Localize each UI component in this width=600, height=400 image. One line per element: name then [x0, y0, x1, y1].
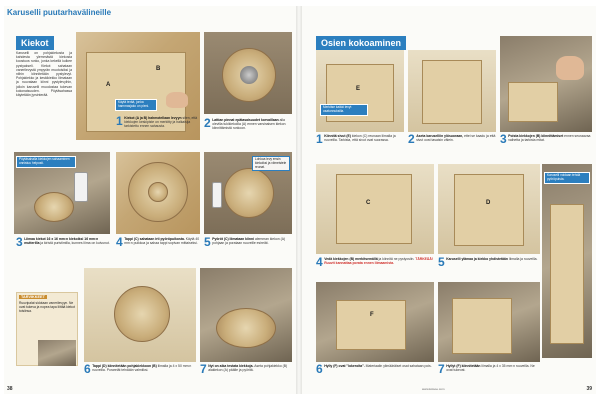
- r-step-5: 5 Karuselli ylämaa ja kiekko yhdistetään liimalla ja ruuveilla.: [438, 255, 538, 269]
- sawing-panel: [336, 300, 406, 350]
- running-head: Karuselli puutarhavälineille: [7, 8, 112, 17]
- r-step-3: 3 Poista kiekkojen (B) kiinnittämiset ennen seuraavaa vaihetta ja tarkista mitat.: [500, 132, 591, 146]
- callout-blade: Käytä terää, jonka hammasjako on pieni.: [115, 99, 157, 111]
- peg: [148, 182, 168, 202]
- part-letter-d: D: [486, 200, 491, 206]
- panel-assembly: [422, 60, 482, 124]
- r-step-6: 6 Hylly (F) ovat "lokeroita". Materiaalin ylimääräiset osat sahataan pois.: [316, 362, 432, 376]
- r-step-2: 2 Aseta karuselliin ylösuoraan, ettei se kaadu ja että sivut ovat tasaisin välein.: [408, 132, 496, 146]
- step-7: 7 Nyt on aika testata kiekkoja. Aseta pohjakiekko (B) alakiekon (A) päälle ja pyöritä.: [200, 362, 288, 376]
- part-letter-c: C: [366, 200, 371, 206]
- section-title-kiekot: Kiekot: [16, 36, 54, 50]
- r-step-7: 7 Hyllyt (F) kiinnitetään liimalla ja 4 x 35 mm:n ruuveilla. Ne ovat tukevat.: [438, 362, 535, 376]
- photo-step-2: [204, 32, 292, 114]
- photo-step-6: [84, 268, 196, 362]
- callout-mark: Merkitse kaikki levyt osatunnuksilla.: [320, 104, 368, 116]
- part-letter-f: F: [370, 312, 374, 318]
- r-step-1: 1 Kiinnitä sivut (E) kiekon (C) reunaan liimalla ja ruuveilla. Tarkista, että sivut ovat suorassa.: [316, 132, 396, 146]
- step-4: 4 Tappi (C) sahataan irti pyöröpuikosta. Käytä 40 mm:n puikkoa ja sahaa tappi sopivan mittaiseksi.: [116, 235, 200, 249]
- router-bit: [240, 66, 258, 84]
- left-page: [4, 6, 296, 394]
- worker: [556, 56, 584, 80]
- footer-url: www.kotsoe.com: [422, 387, 445, 391]
- section-title-kokoaminen: Osien kokoaminen: [316, 36, 406, 50]
- base-disc: [224, 168, 274, 218]
- page-number-left: 38: [7, 386, 13, 392]
- intro-text: Karuselli on pohjakiekosta ja kahdesta ylemmästä kiekosta koostuva runko, jonka kekellä kulkee pystyakseli. Kiekot sahataan vanerilevystä ympyrän muotoisiksi ja niihin kiinnitetään pystylevyt. Pohjakiekko ja keskikiekko liimataan ja ruuvataan kiinni pystylevyihin, jolloin karuselli muodostaa tukevan kokonaisuuden. Pöytäsahassa käytetään jyrsinterää.: [16, 51, 72, 98]
- part-letter-b: B: [156, 66, 161, 72]
- corner-shelf: [454, 174, 524, 246]
- photo-finished-carousel: [542, 164, 592, 358]
- step-3: 3 Liimaa kiekot 16 x 16 mm:n kiekoiksi 16 mm:n mutterilla ja kiristä puristimilla, kunnes liima on kuivunut.: [16, 235, 110, 249]
- warning-text: TÄRKEÄÄ! Ruuvit kannattaa porata ennen liimaamista.: [324, 257, 433, 266]
- step-2: 2 Lattian pinnat epätasaisuudet korvaillaan alla olevilla tukikiekoilla (A) ennen varsinaisen kiekon kiinnittämistä runkoon.: [204, 116, 286, 131]
- photo-r-step-6: [316, 282, 434, 362]
- partial-carousel: [508, 82, 558, 122]
- fitting-shelf: [452, 298, 512, 354]
- photo-r-step-3: [500, 36, 592, 132]
- wood-disc-stack: [34, 192, 74, 222]
- tip-title: TARVIKKEET: [21, 295, 45, 299]
- r-step-4: 4 Vedä kiekkojen (B) merkitsemällä ja kiinnitä ne pystyosiin. TÄRKEÄÄ! Ruuvit kannattaa porata ennen liimaamista.: [316, 255, 433, 269]
- photo-step-4: [116, 152, 200, 234]
- shelf-panel: [336, 174, 412, 244]
- page-number-right: 39: [586, 386, 592, 392]
- step-1: 1 Kiekot (A ja B) hahmotellaan levyyn siten, että kiekkojen keskipiste on merkitty ja halkaisija tarkistettu ennen sahausta.: [116, 114, 198, 129]
- tip-text: Ruuvipalat sidotaan vanerilevyyn. Ne ovat tukeva ja nopea tapa liittää kiekot toisiinsa.: [19, 301, 75, 313]
- part-letter-e: E: [356, 86, 361, 92]
- glue-bottle: [74, 172, 88, 202]
- step-6: 6 Tappi (D) kiinnitetään pohjakiekkoon (B) liimalla ja 4 x 50 mm:n ruuveilla. Porareiät tehdään valmiiksi.: [84, 362, 192, 376]
- photo-r-step-5: [438, 164, 540, 254]
- finished-carousel: [550, 204, 584, 344]
- glue-bottle-2: [212, 182, 222, 208]
- photo-r-step-7: [438, 282, 540, 362]
- photo-step-7: [200, 268, 292, 362]
- part-letter-a: A: [106, 82, 111, 88]
- step-5: 5 Pyöröt (C) liimataan kiinni alemman kiekon (A) pohjaan ja porataan ruuveille esireiät.: [204, 235, 286, 249]
- hand: [166, 92, 188, 108]
- assembled-discs: [216, 308, 276, 348]
- photo-tip: [38, 340, 76, 366]
- callout-tablesaw: Pöytäsahalla kiekkojen sahaaminen onnistuu helposti.: [16, 156, 76, 168]
- callout-rods: Karuselli voidaan tehdä pyöröpuista.: [544, 172, 590, 184]
- photo-r-step-1: [316, 50, 404, 132]
- photo-r-step-4: [316, 164, 434, 254]
- photo-r-step-2: [408, 50, 496, 132]
- right-page: [302, 6, 596, 394]
- callout-cut: Lohkoa levy ensin kiekoiksi ja viimeistele reunat.: [252, 156, 290, 171]
- disc-with-peg: [114, 286, 170, 342]
